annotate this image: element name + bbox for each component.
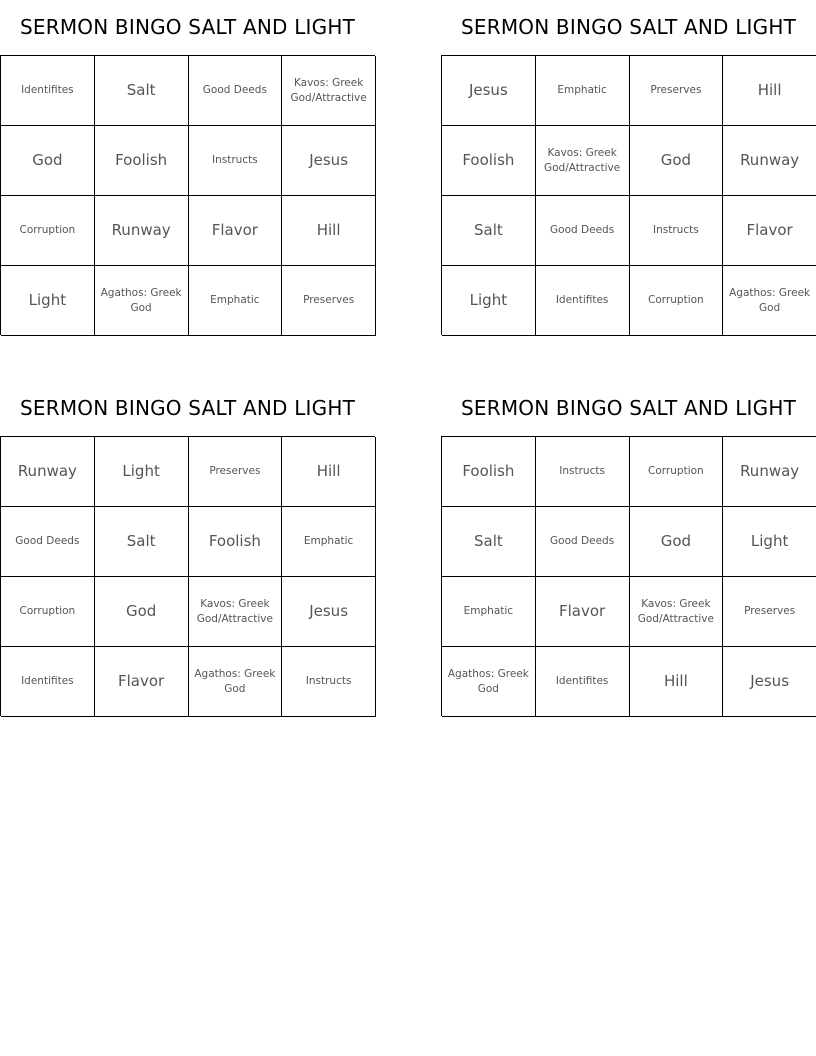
bingo-cell: Light [723, 507, 816, 577]
bingo-cell: Runway [1, 437, 95, 507]
bingo-cell: Agathos: Greek God [189, 647, 283, 717]
bingo-cell: Hill [723, 56, 816, 126]
bingo-grid [441, 55, 816, 335]
bingo-cell: Salt [95, 507, 189, 577]
bingo-cell: Kavos: Greek God/Attractive [282, 56, 376, 126]
bingo-cell: Preserves [189, 437, 283, 507]
bingo-cell: Kavos: Greek God/Attractive [536, 126, 630, 196]
bingo-cell: Flavor [189, 196, 283, 266]
bingo-cell: Jesus [282, 577, 376, 647]
bingo-cell: Flavor [536, 577, 630, 647]
bingo-cell: Salt [95, 56, 189, 126]
bingo-cell: Foolish [189, 507, 283, 577]
bingo-cell: Preserves [630, 56, 724, 126]
bingo-cell: Kavos: Greek God/Attractive [189, 577, 283, 647]
bingo-cell: Salt [442, 196, 536, 266]
bingo-cell: Foolish [442, 437, 536, 507]
card-title: SERMON BINGO SALT AND LIGHT [19, 396, 356, 420]
bingo-card-3 [0, 381, 375, 716]
bingo-cell: Jesus [282, 126, 376, 196]
bingo-cell: Instructs [536, 437, 630, 507]
card-title: SERMON BINGO SALT AND LIGHT [460, 396, 797, 420]
bingo-cell: Jesus [723, 647, 816, 717]
bingo-cell: Flavor [95, 647, 189, 717]
bingo-cell: Emphatic [536, 56, 630, 126]
bingo-cell: Emphatic [189, 266, 283, 336]
bingo-cell: Corruption [630, 266, 724, 336]
bingo-cell: God [630, 507, 724, 577]
bingo-cell: Identifites [536, 647, 630, 717]
bingo-cell: Emphatic [282, 507, 376, 577]
bingo-cell: Identifites [536, 266, 630, 336]
bingo-cell: Kavos: Greek God/Attractive [630, 577, 724, 647]
bingo-card-4 [441, 381, 816, 716]
bingo-cell: Instructs [282, 647, 376, 717]
bingo-cell: Runway [723, 126, 816, 196]
bingo-grid [441, 436, 816, 716]
bingo-cell: Salt [442, 507, 536, 577]
bingo-cell: Runway [723, 437, 816, 507]
bingo-cell: God [95, 577, 189, 647]
bingo-cell: Corruption [1, 577, 95, 647]
bingo-card-1 [0, 0, 375, 335]
bingo-cell: Corruption [1, 196, 95, 266]
bingo-cell: Foolish [442, 126, 536, 196]
bingo-card-2 [441, 0, 816, 335]
bingo-cell: Good Deeds [536, 196, 630, 266]
bingo-cell: Good Deeds [1, 507, 95, 577]
bingo-cell: Hill [630, 647, 724, 717]
bingo-cell: Hill [282, 437, 376, 507]
bingo-cell: Hill [282, 196, 376, 266]
bingo-cell: Foolish [95, 126, 189, 196]
bingo-cell: Agathos: Greek God [442, 647, 536, 717]
bingo-cell: Instructs [189, 126, 283, 196]
bingo-cell: Corruption [630, 437, 724, 507]
bingo-cell: Good Deeds [536, 507, 630, 577]
bingo-grid [0, 55, 375, 335]
bingo-cell: Agathos: Greek God [723, 266, 816, 336]
bingo-cell: Identifites [1, 647, 95, 717]
card-title: SERMON BINGO SALT AND LIGHT [460, 15, 797, 39]
bingo-cell: Runway [95, 196, 189, 266]
bingo-cell: Emphatic [442, 577, 536, 647]
bingo-cell: Light [95, 437, 189, 507]
bingo-cell: God [1, 126, 95, 196]
bingo-cell: Light [1, 266, 95, 336]
bingo-cell: Identifites [1, 56, 95, 126]
bingo-cell: Jesus [442, 56, 536, 126]
bingo-cell: God [630, 126, 724, 196]
bingo-cell: Agathos: Greek God [95, 266, 189, 336]
bingo-cell: Preserves [723, 577, 816, 647]
bingo-cell: Light [442, 266, 536, 336]
bingo-cell: Good Deeds [189, 56, 283, 126]
bingo-cell: Preserves [282, 266, 376, 336]
bingo-cell: Flavor [723, 196, 816, 266]
bingo-grid [0, 436, 375, 716]
bingo-cell: Instructs [630, 196, 724, 266]
card-title: SERMON BINGO SALT AND LIGHT [19, 15, 356, 39]
